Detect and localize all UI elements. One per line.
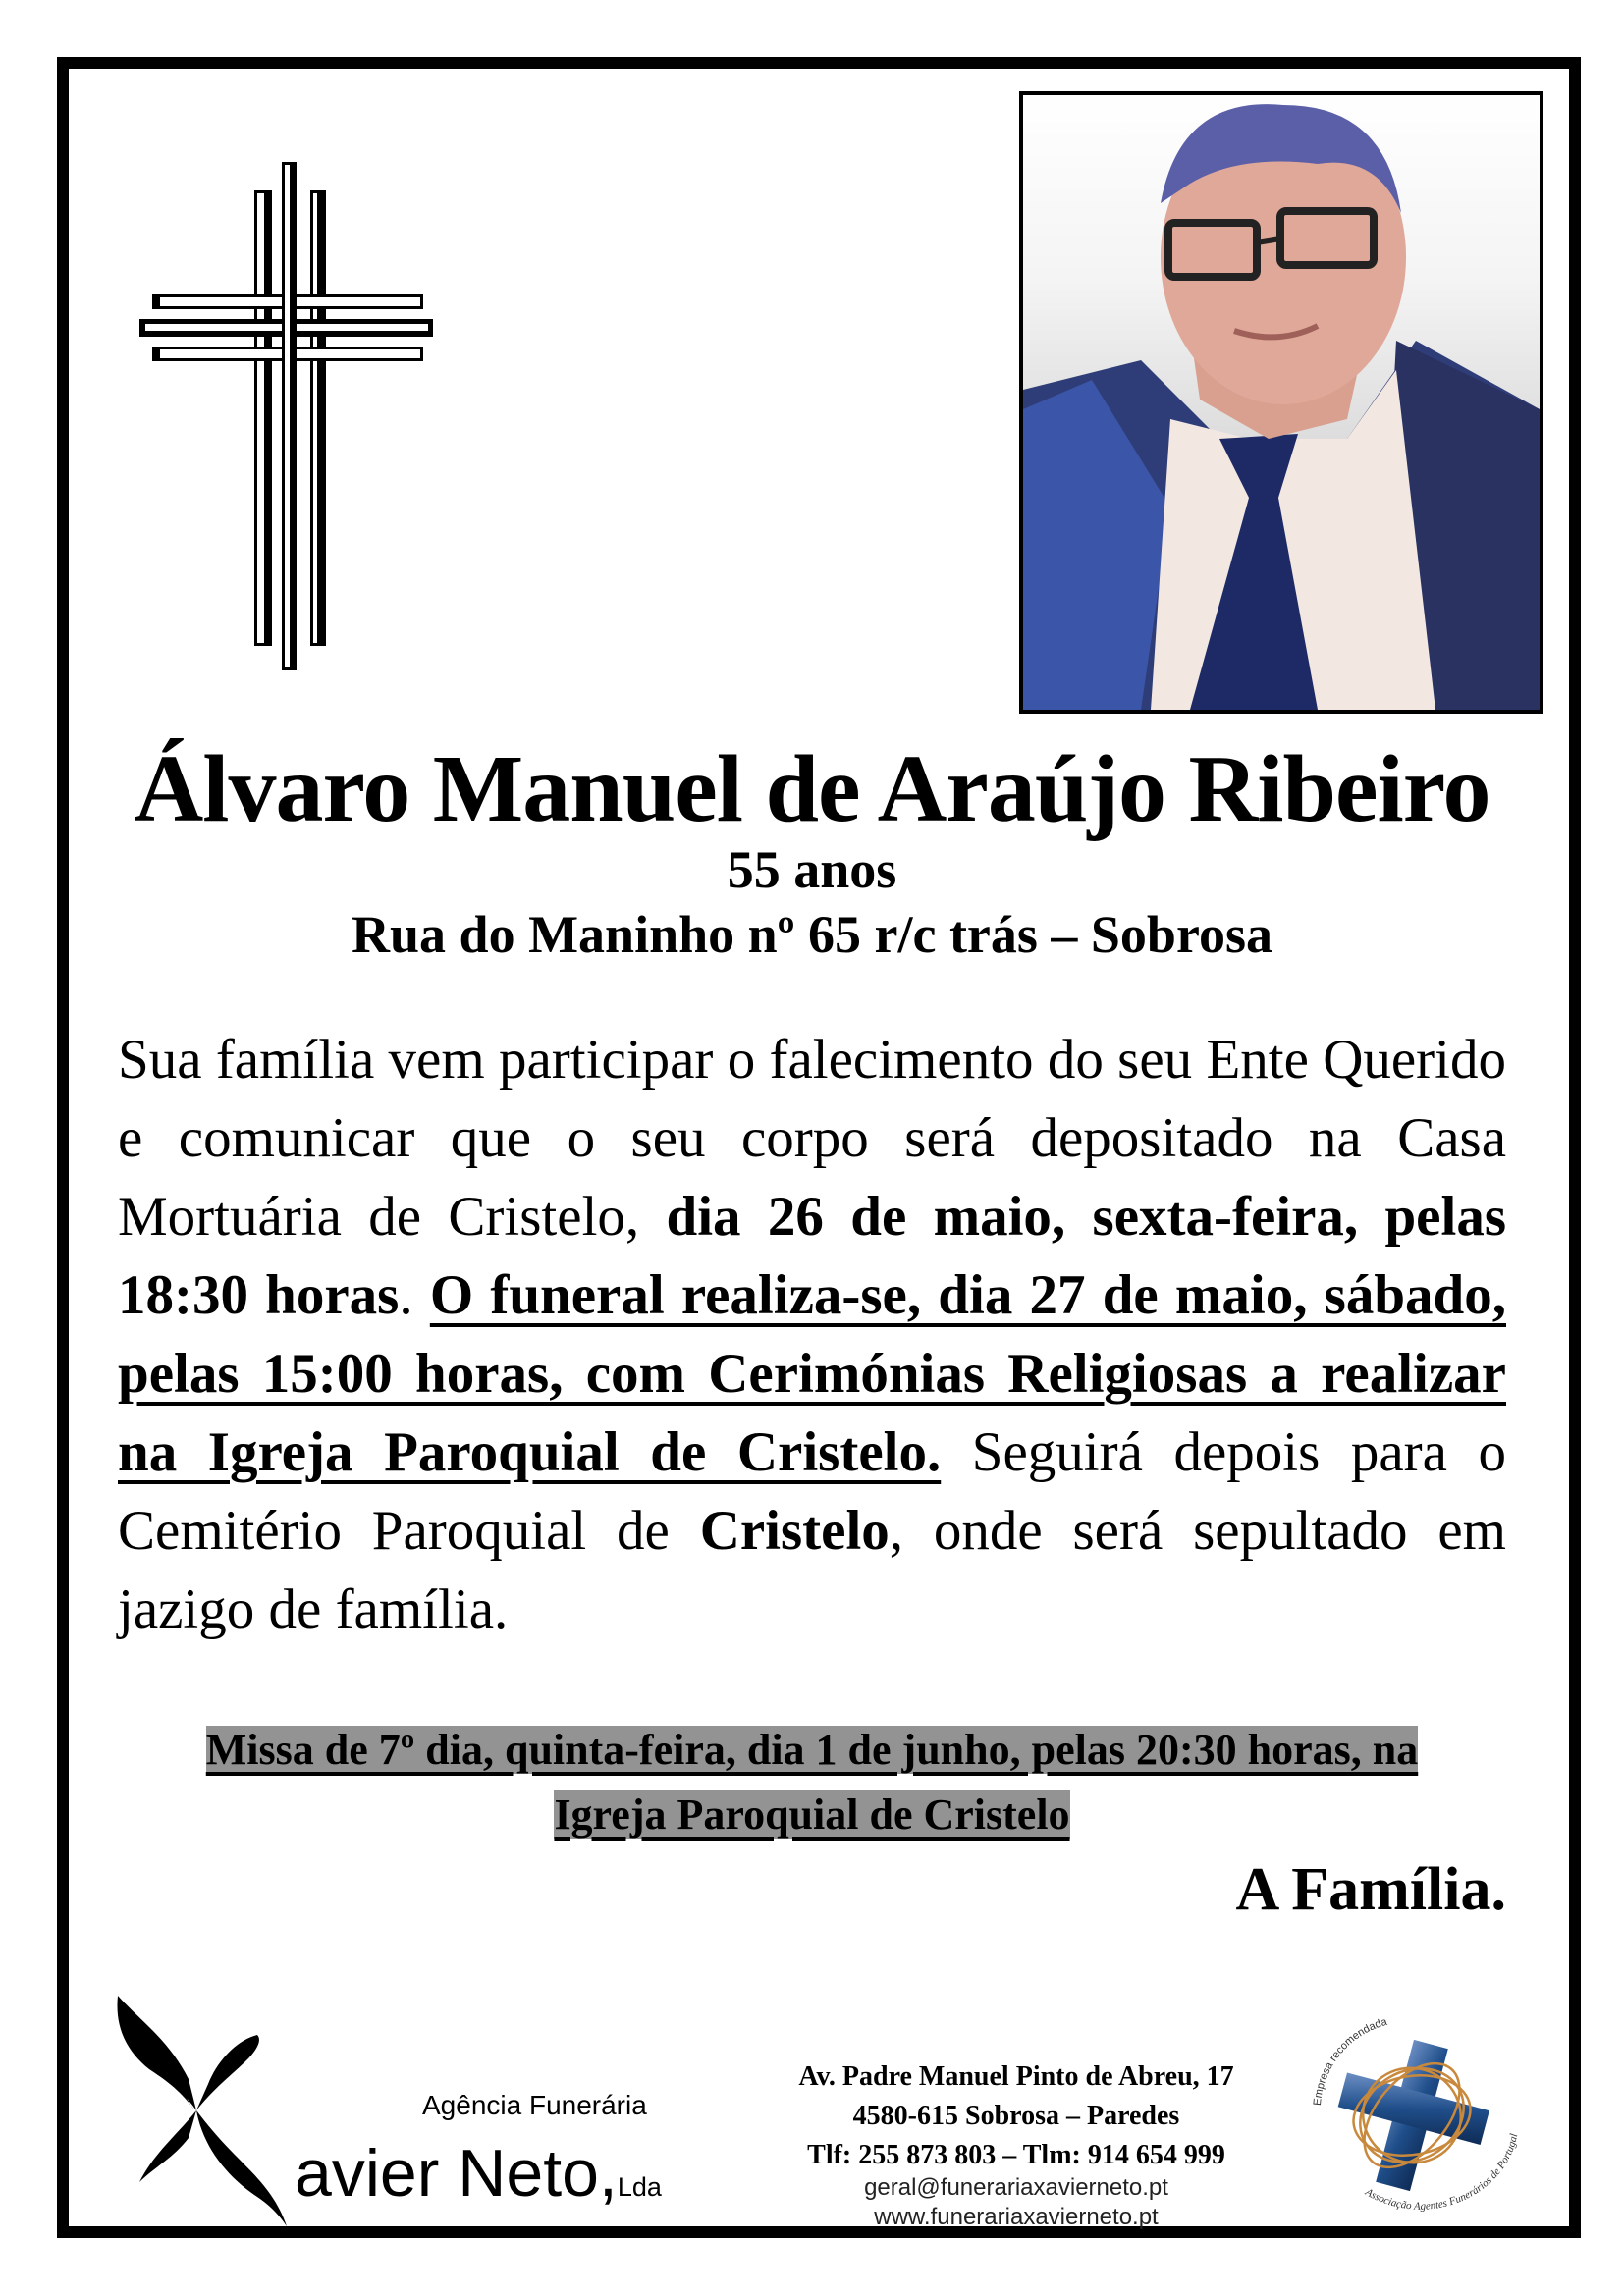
burial-intro: Seguirá depois para o Cemitério Paroquial de bbox=[118, 1421, 1506, 1562]
announcement-intro: Sua família vem participar o falecimento do seu Ente Querido e comunicar que o seu corpo será depositado na Casa Mortuária de Cristelo, bbox=[118, 1029, 1506, 1248]
agency-email[interactable]: geral@funerariaxavierneto.pt bbox=[864, 2174, 1168, 2201]
deceased-age: 55 anos bbox=[727, 840, 897, 899]
cemetery-location: Cristelo bbox=[699, 1500, 890, 1562]
deceased-name: Álvaro Manuel de Araújo Ribeiro bbox=[134, 736, 1490, 842]
agency-contact bbox=[776, 2057, 1257, 2175]
agency-name bbox=[295, 2138, 662, 2222]
mass-line-2: Igreja Paroquial de Cristelo bbox=[554, 1790, 1070, 1839]
agency-street: Av. Padre Manuel Pinto de Abreu, 17 bbox=[798, 2061, 1234, 2092]
mass-line-1: Missa de 7º dia, quinta-feira, dia 1 de junho, pelas 20:30 horas, na bbox=[205, 1726, 1419, 1774]
agency-phones: Tlf: 255 873 803 – Tlm: 914 654 999 bbox=[807, 2140, 1225, 2170]
x-butterfly-logo-icon bbox=[110, 1991, 297, 2226]
announcement-period: . bbox=[399, 1264, 430, 1326]
agency-postal: 4580-615 Sobrosa – Paredes bbox=[852, 2101, 1180, 2131]
agency-web bbox=[776, 2173, 1257, 2232]
agency-name-main: avier Neto, bbox=[295, 2136, 618, 2211]
association-badge-icon bbox=[1296, 2007, 1522, 2214]
wake-date-time: dia 26 de maio, sexta-feira, pelas 18:30 horas bbox=[118, 1186, 1506, 1326]
seventh-day-mass bbox=[118, 1718, 1506, 1847]
agency-suffix: Lda bbox=[617, 2172, 662, 2202]
agency-subtitle: Agência Funerária bbox=[422, 2090, 647, 2120]
agency-website[interactable]: www.funerariaxavierneto.pt bbox=[874, 2204, 1159, 2230]
announcement-text bbox=[118, 1021, 1506, 1649]
deceased-address: Rua do Maninho nº 65 r/c trás – Sobrosa bbox=[352, 905, 1272, 964]
deceased-photo bbox=[1019, 91, 1543, 714]
badge-bottom-text: Associação Agentes Funerários de Portugal bbox=[1363, 2132, 1521, 2213]
funeral-details: O funeral realiza-se, dia 27 de maio, sábado, pelas 15:00 horas, com Cerimónias Religiosas a realizar na Igreja Paroquial de Cristelo. bbox=[118, 1264, 1506, 1483]
burial-details: , onde será sepultado em jazigo de família. bbox=[118, 1500, 1507, 1640]
family-signature: A Família. bbox=[1235, 1856, 1506, 1923]
portrait-illustration bbox=[1023, 95, 1540, 710]
badge-top-text: Empresa recomendada bbox=[1311, 2015, 1389, 2107]
